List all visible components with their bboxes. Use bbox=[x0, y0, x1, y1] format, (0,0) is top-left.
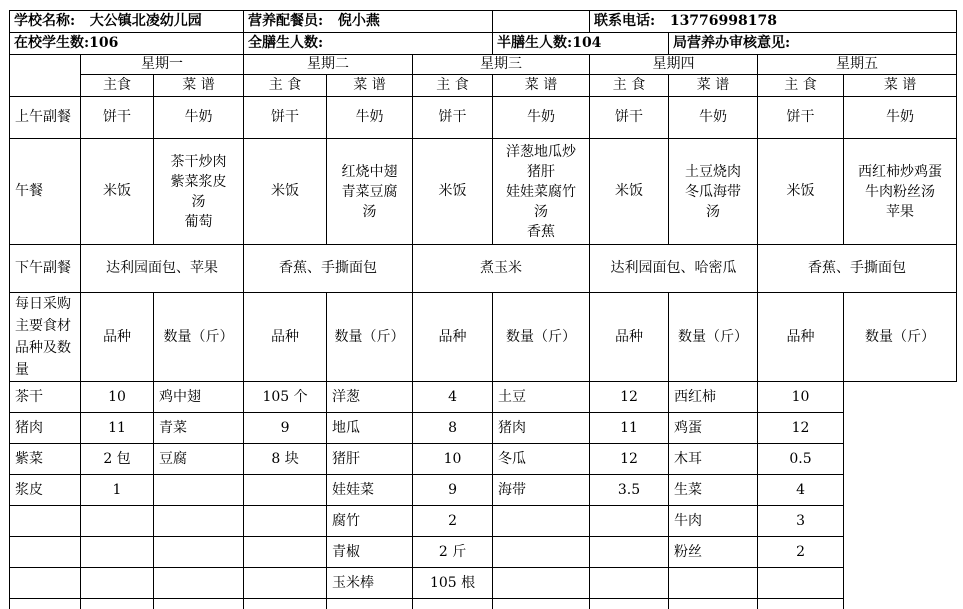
school-info-row bbox=[10, 11, 957, 33]
purchase-item: 地瓜 bbox=[327, 413, 413, 444]
lunch-menu bbox=[669, 139, 758, 245]
dish-line: 冬瓜海带 bbox=[685, 183, 742, 200]
purchase-item: 冬瓜 bbox=[493, 444, 590, 475]
purchase-qty: 2 包 bbox=[81, 444, 154, 475]
am-menu: 牛奶 bbox=[844, 97, 957, 139]
am-staple: 饼干 bbox=[590, 97, 669, 139]
phone-label: 联系电话: bbox=[594, 13, 656, 29]
school-name: 大公镇北凌幼儿园 bbox=[89, 13, 202, 29]
dish-line: 土豆烧肉 bbox=[685, 163, 742, 180]
menu-header: 菜 谱 bbox=[669, 75, 758, 97]
staple-header: 主 食 bbox=[244, 75, 327, 97]
full-board-cell bbox=[244, 33, 493, 55]
purchase-item: 紫菜 bbox=[10, 444, 81, 475]
menu-header: 菜 谱 bbox=[493, 75, 590, 97]
purchase-qty bbox=[590, 599, 669, 609]
purchase-item bbox=[154, 475, 244, 506]
nutritionist-cell bbox=[244, 11, 493, 33]
am-staple: 饼干 bbox=[758, 97, 844, 139]
item-header: 品种 bbox=[758, 293, 844, 382]
dish-line: 汤 bbox=[706, 203, 721, 220]
purchase-qty bbox=[244, 568, 327, 599]
purchase-qty: 12 bbox=[590, 444, 669, 475]
purchase-qty: 12 bbox=[590, 382, 669, 413]
purchase-qty: 2 斤 bbox=[413, 537, 493, 568]
purchase-qty: 10 bbox=[758, 382, 844, 413]
qty-header: 数量（斤） bbox=[844, 293, 957, 382]
review-label: 局营养办审核意见: bbox=[673, 35, 791, 51]
purchase-qty bbox=[590, 506, 669, 537]
purchase-qty: 3 bbox=[758, 506, 844, 537]
am-menu: 牛奶 bbox=[493, 97, 590, 139]
purchase-qty bbox=[81, 537, 154, 568]
school-label: 学校名称: bbox=[14, 13, 76, 29]
purchase-qty bbox=[81, 599, 154, 609]
purchase-qty bbox=[590, 568, 669, 599]
purchase-qty: 8 bbox=[413, 413, 493, 444]
dish-line: 紫菜浆皮 bbox=[170, 173, 227, 190]
purchase-qty bbox=[244, 537, 327, 568]
phone-cell bbox=[590, 11, 957, 33]
purchase-qty: 10 bbox=[81, 382, 154, 413]
day-thursday: 星期四 bbox=[590, 55, 758, 75]
purchase-row bbox=[10, 413, 957, 444]
purchase-item bbox=[154, 568, 244, 599]
dish-line: 猪肝 bbox=[527, 163, 556, 180]
purchase-row bbox=[10, 537, 957, 568]
staple-header: 主 食 bbox=[758, 75, 844, 97]
purchase-item: 豆腐 bbox=[154, 444, 244, 475]
purchase-item: 青菜 bbox=[154, 413, 244, 444]
purchase-qty: 9 bbox=[244, 413, 327, 444]
dish-line: 西红柿炒鸡蛋 bbox=[858, 163, 943, 180]
full-board-label: 全膳生人数: bbox=[248, 35, 324, 51]
purchase-item bbox=[493, 537, 590, 568]
pm-snack: 煮玉米 bbox=[413, 245, 590, 293]
purchase-item bbox=[154, 506, 244, 537]
weekly-menu-table bbox=[9, 10, 957, 609]
purchase-qty: 1 bbox=[81, 475, 154, 506]
purchase-item: 腐竹 bbox=[327, 506, 413, 537]
purchase-row bbox=[10, 599, 957, 609]
afternoon-snack-label: 下午副餐 bbox=[10, 245, 81, 293]
purchase-item: 玉米棒 bbox=[327, 568, 413, 599]
pm-snack: 达利园面包、哈密瓜 bbox=[590, 245, 758, 293]
purchase-qty: 11 bbox=[81, 413, 154, 444]
purchase-qty bbox=[244, 506, 327, 537]
qty-header: 数量（斤） bbox=[327, 293, 413, 382]
dish-line: 红烧中翅 bbox=[341, 163, 398, 180]
lunch-staple: 米饭 bbox=[758, 139, 844, 245]
purchase-item: 西红柿 bbox=[669, 382, 758, 413]
lunch-menu bbox=[493, 139, 590, 245]
purchase-item: 粉丝 bbox=[669, 537, 758, 568]
purchase-qty bbox=[590, 537, 669, 568]
students-count: 106 bbox=[89, 35, 119, 51]
half-board-label: 半膳生人数: bbox=[497, 35, 573, 51]
purchase-item bbox=[10, 537, 81, 568]
morning-snack-row bbox=[10, 97, 957, 139]
menu-header: 菜 谱 bbox=[154, 75, 244, 97]
purchase-item: 洋葱 bbox=[327, 382, 413, 413]
nutritionist-label: 营养配餐员: bbox=[248, 13, 324, 29]
dish-line: 娃娃菜腐竹 bbox=[506, 183, 577, 200]
purchase-label: 每日采购主要食材品种及数量 bbox=[10, 293, 81, 382]
dish-line: 汤 bbox=[191, 193, 206, 210]
school-name-cell bbox=[10, 11, 244, 33]
purchase-qty: 8 块 bbox=[244, 444, 327, 475]
clipped-title-fragment bbox=[0, 0, 963, 10]
pm-snack: 达利园面包、苹果 bbox=[81, 245, 244, 293]
item-header: 品种 bbox=[413, 293, 493, 382]
item-header: 品种 bbox=[244, 293, 327, 382]
staple-header: 主食 bbox=[81, 75, 154, 97]
purchase-row bbox=[10, 568, 957, 599]
purchase-item: 土豆 bbox=[493, 382, 590, 413]
menu-header: 菜 谱 bbox=[327, 75, 413, 97]
purchase-qty bbox=[81, 506, 154, 537]
lunch-menu bbox=[327, 139, 413, 245]
purchase-item bbox=[493, 506, 590, 537]
am-staple: 饼干 bbox=[244, 97, 327, 139]
purchase-item bbox=[10, 599, 81, 609]
purchase-row bbox=[10, 382, 957, 413]
item-header: 品种 bbox=[81, 293, 154, 382]
dish-line: 葡萄 bbox=[184, 213, 213, 230]
weekday-header-row bbox=[10, 55, 957, 75]
sub-header-row bbox=[10, 75, 957, 97]
am-staple: 饼干 bbox=[81, 97, 154, 139]
purchase-item bbox=[669, 568, 758, 599]
am-menu: 牛奶 bbox=[327, 97, 413, 139]
dish-line: 汤 bbox=[534, 203, 549, 220]
day-monday: 星期一 bbox=[81, 55, 244, 75]
purchase-item bbox=[327, 599, 413, 609]
blank-info-cell bbox=[493, 11, 590, 33]
half-board-cell bbox=[493, 33, 669, 55]
purchase-qty: 11 bbox=[590, 413, 669, 444]
purchase-item bbox=[154, 537, 244, 568]
morning-snack-label: 上午副餐 bbox=[10, 97, 81, 139]
day-friday: 星期五 bbox=[758, 55, 957, 75]
qty-header: 数量（斤） bbox=[493, 293, 590, 382]
lunch-staple: 米饭 bbox=[244, 139, 327, 245]
day-wednesday: 星期三 bbox=[413, 55, 590, 75]
purchase-qty: 4 bbox=[413, 382, 493, 413]
half-board-count: 104 bbox=[572, 35, 602, 51]
purchase-qty bbox=[758, 568, 844, 599]
purchase-item bbox=[10, 568, 81, 599]
purchase-item: 牛肉 bbox=[669, 506, 758, 537]
review-cell bbox=[669, 33, 957, 55]
students-label: 在校学生数: bbox=[14, 35, 90, 51]
am-menu: 牛奶 bbox=[669, 97, 758, 139]
lunch-staple: 米饭 bbox=[590, 139, 669, 245]
purchase-qty: 0.5 bbox=[758, 444, 844, 475]
purchase-qty: 4 bbox=[758, 475, 844, 506]
purchase-qty bbox=[244, 475, 327, 506]
purchase-row bbox=[10, 475, 957, 506]
dish-line: 香蕉 bbox=[527, 223, 556, 240]
purchase-item bbox=[493, 568, 590, 599]
purchase-item: 猪肝 bbox=[327, 444, 413, 475]
phone-number: 13776998178 bbox=[669, 13, 777, 29]
qty-header: 数量（斤） bbox=[154, 293, 244, 382]
purchase-qty bbox=[81, 568, 154, 599]
menu-header: 菜 谱 bbox=[844, 75, 957, 97]
students-cell bbox=[10, 33, 244, 55]
purchase-qty bbox=[413, 599, 493, 609]
purchase-item: 生菜 bbox=[669, 475, 758, 506]
purchase-qty: 10 bbox=[413, 444, 493, 475]
pm-snack: 香蕉、手撕面包 bbox=[244, 245, 413, 293]
purchase-item bbox=[154, 599, 244, 609]
purchase-qty: 105 根 bbox=[413, 568, 493, 599]
lunch-staple: 米饭 bbox=[413, 139, 493, 245]
pm-snack: 香蕉、手撕面包 bbox=[758, 245, 957, 293]
qty-header: 数量（斤） bbox=[669, 293, 758, 382]
dish-line: 茶干炒肉 bbox=[170, 153, 227, 170]
purchase-row bbox=[10, 444, 957, 475]
day-tuesday: 星期二 bbox=[244, 55, 413, 75]
purchase-item: 鸡蛋 bbox=[669, 413, 758, 444]
purchase-item: 浆皮 bbox=[10, 475, 81, 506]
item-header: 品种 bbox=[590, 293, 669, 382]
purchase-row bbox=[10, 506, 957, 537]
dish-line: 汤 bbox=[362, 203, 377, 220]
nutritionist-name: 倪小燕 bbox=[337, 13, 380, 29]
purchase-qty: 2 bbox=[413, 506, 493, 537]
staple-header: 主 食 bbox=[413, 75, 493, 97]
purchase-item bbox=[10, 506, 81, 537]
purchase-item: 猪肉 bbox=[493, 413, 590, 444]
purchase-qty: 12 bbox=[758, 413, 844, 444]
purchase-item: 娃娃菜 bbox=[327, 475, 413, 506]
lunch-staple: 米饭 bbox=[81, 139, 154, 245]
dish-line: 青菜豆腐 bbox=[341, 183, 398, 200]
purchase-qty: 3.5 bbox=[590, 475, 669, 506]
purchase-item: 海带 bbox=[493, 475, 590, 506]
student-count-row bbox=[10, 33, 957, 55]
purchase-qty: 2 bbox=[758, 537, 844, 568]
dish-line: 牛肉粉丝汤 bbox=[865, 183, 936, 200]
purchase-item: 猪肉 bbox=[10, 413, 81, 444]
purchase-item: 鸡中翅 bbox=[154, 382, 244, 413]
purchase-item: 木耳 bbox=[669, 444, 758, 475]
purchase-item bbox=[493, 599, 590, 609]
am-menu: 牛奶 bbox=[154, 97, 244, 139]
lunch-row bbox=[10, 139, 957, 245]
afternoon-snack-row bbox=[10, 245, 957, 293]
purchase-item bbox=[669, 599, 758, 609]
lunch-menu bbox=[844, 139, 957, 245]
purchase-header-row bbox=[10, 293, 957, 382]
lunch-label: 午餐 bbox=[10, 139, 81, 245]
purchase-item: 青椒 bbox=[327, 537, 413, 568]
am-staple: 饼干 bbox=[413, 97, 493, 139]
purchase-qty bbox=[244, 599, 327, 609]
dish-line: 苹果 bbox=[886, 203, 915, 220]
dish-line: 洋葱地瓜炒 bbox=[506, 143, 577, 160]
corner-cell bbox=[10, 55, 81, 97]
purchase-qty: 9 bbox=[413, 475, 493, 506]
purchase-qty: 105 个 bbox=[244, 382, 327, 413]
purchase-qty bbox=[758, 599, 844, 609]
lunch-menu bbox=[154, 139, 244, 245]
purchase-item: 茶干 bbox=[10, 382, 81, 413]
staple-header: 主 食 bbox=[590, 75, 669, 97]
